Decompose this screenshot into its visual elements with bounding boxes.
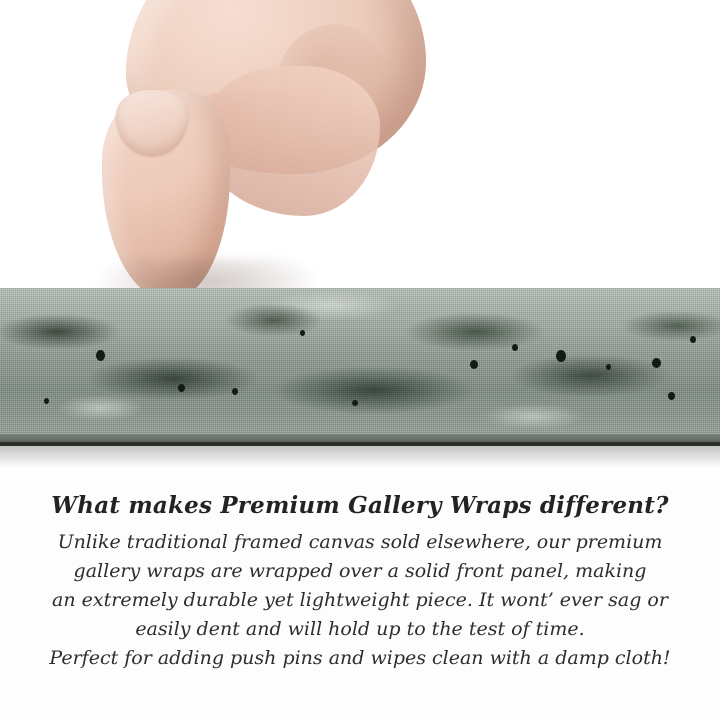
canvas-speck [232,388,238,395]
copy-line: Unlike traditional framed canvas sold elsewhere, our premium [57,531,663,553]
copy-body [0,528,720,672]
canvas-speck [44,398,49,404]
copy-line: an extremely durable yet lightweight piece. It wont’ ever sag or [52,588,668,611]
canvas-face-texture [0,288,720,434]
copy-line: Perfect for adding push pins and wipes clean with a damp cloth! [49,646,671,669]
copy-line: gallery wraps are wrapped over a solid front panel, making [73,559,647,582]
canvas-speck [668,392,675,400]
canvas-speck [178,384,185,392]
copy-heading: What makes Premium Gallery Wraps different? [51,492,669,519]
canvas-speck [556,350,566,362]
canvas-edge [0,434,720,442]
canvas-speck [606,364,611,370]
canvas-speck [512,344,518,351]
canvas-speck [652,358,661,368]
canvas-slab [0,288,720,446]
canvas-drop-shadow [0,446,720,468]
canvas-speck [300,330,305,336]
marketing-copy [0,492,720,672]
canvas-speck [96,350,105,361]
copy-line: easily dent and will hold up to the test of time. [135,617,585,640]
canvas-speck [690,336,696,343]
canvas-speck [352,400,358,406]
hand-illustration [96,0,426,300]
canvas-speck [470,360,478,369]
